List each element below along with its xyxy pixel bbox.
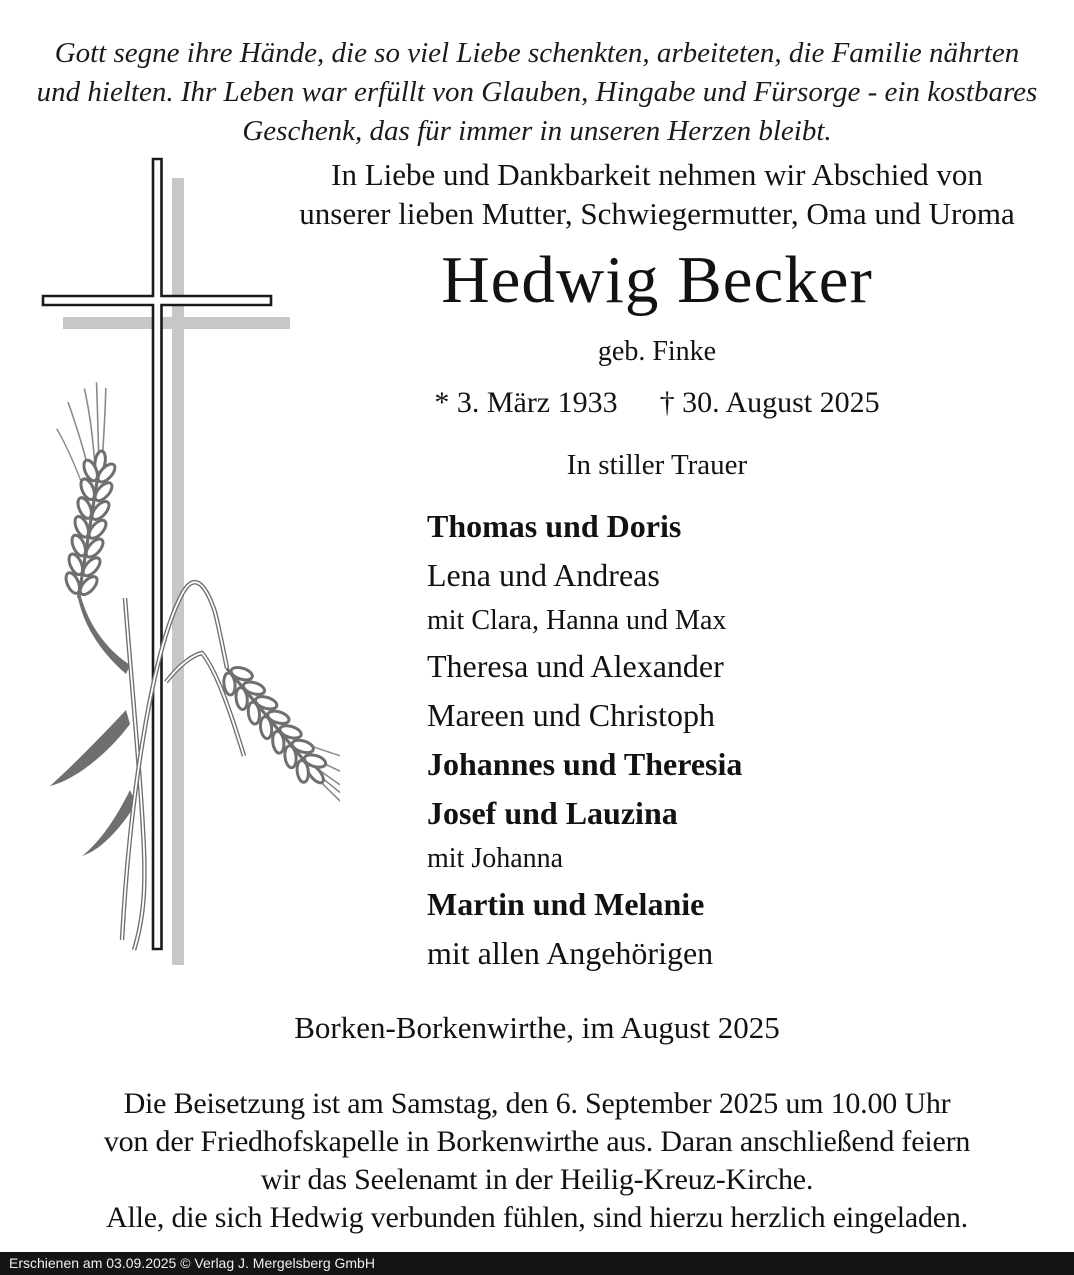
mourner-line: Johannes und Theresia: [427, 746, 743, 782]
place-date: Borken-Borkenwirthe, im August 2025: [294, 1010, 780, 1045]
publisher-footer-text: Erschienen am 03.09.2025 © Verlag J. Mergelsberg GmbH: [9, 1255, 375, 1271]
mourner-line: Theresa und Alexander: [427, 648, 724, 684]
mourner-line: Martin und Melanie: [427, 886, 705, 922]
intro-line: unserer lieben Mutter, Schwiegermutter, Oma und Uroma: [299, 196, 1015, 231]
funeral-line: Alle, die sich Hedwig verbunden fühlen, sind hierzu herzlich eingeladen.: [106, 1201, 968, 1234]
mourner-line: mit Clara, Hanna und Max: [427, 605, 727, 636]
birth-date: * 3. März 1933: [434, 386, 618, 419]
publisher-footer: [0, 1252, 1074, 1275]
funeral-info: [0, 1085, 1074, 1237]
deceased-name: Hedwig Becker: [441, 243, 873, 317]
intro-line: In Liebe und Dankbarkeit nehmen wir Abschied von: [331, 157, 983, 192]
mourner-line: Lena und Andreas: [427, 557, 660, 593]
verse-line: und hielten. Ihr Leben war erfüllt von Glauben, Hingabe und Fürsorge - ein kostbares: [36, 76, 1038, 108]
mourner-line: Josef und Lauzina: [427, 795, 678, 831]
intro-text: [240, 155, 1074, 233]
mourning-heading: In stiller Trauer: [566, 449, 748, 481]
mourner-line: mit Johanna: [427, 843, 564, 874]
funeral-line: wir das Seelenamt in der Heilig-Kreuz-Kirche.: [260, 1163, 814, 1196]
mourner-line: mit allen Angehörigen: [427, 935, 714, 971]
verse-line: Geschenk, das für immer in unseren Herzen bleibt.: [242, 115, 832, 147]
mourner-line: Thomas und Doris: [427, 508, 682, 544]
mourner-line: Mareen und Christoph: [427, 697, 715, 733]
mourners-list: [427, 502, 847, 978]
verse-line: Gott segne ihre Hände, die so viel Liebe schenkten, arbeiteten, die Familie nährten: [54, 37, 1020, 69]
maiden-name: geb. Finke: [597, 336, 717, 367]
funeral-line: Die Beisetzung ist am Samstag, den 6. September 2025 um 10.00 Uhr: [123, 1087, 951, 1120]
death-date: † 30. August 2025: [659, 386, 880, 419]
funeral-line: von der Friedhofskapelle in Borkenwirthe aus. Daran anschließend feiern: [103, 1125, 971, 1158]
life-dates: [240, 386, 1074, 420]
memorial-verse: [0, 34, 1074, 151]
